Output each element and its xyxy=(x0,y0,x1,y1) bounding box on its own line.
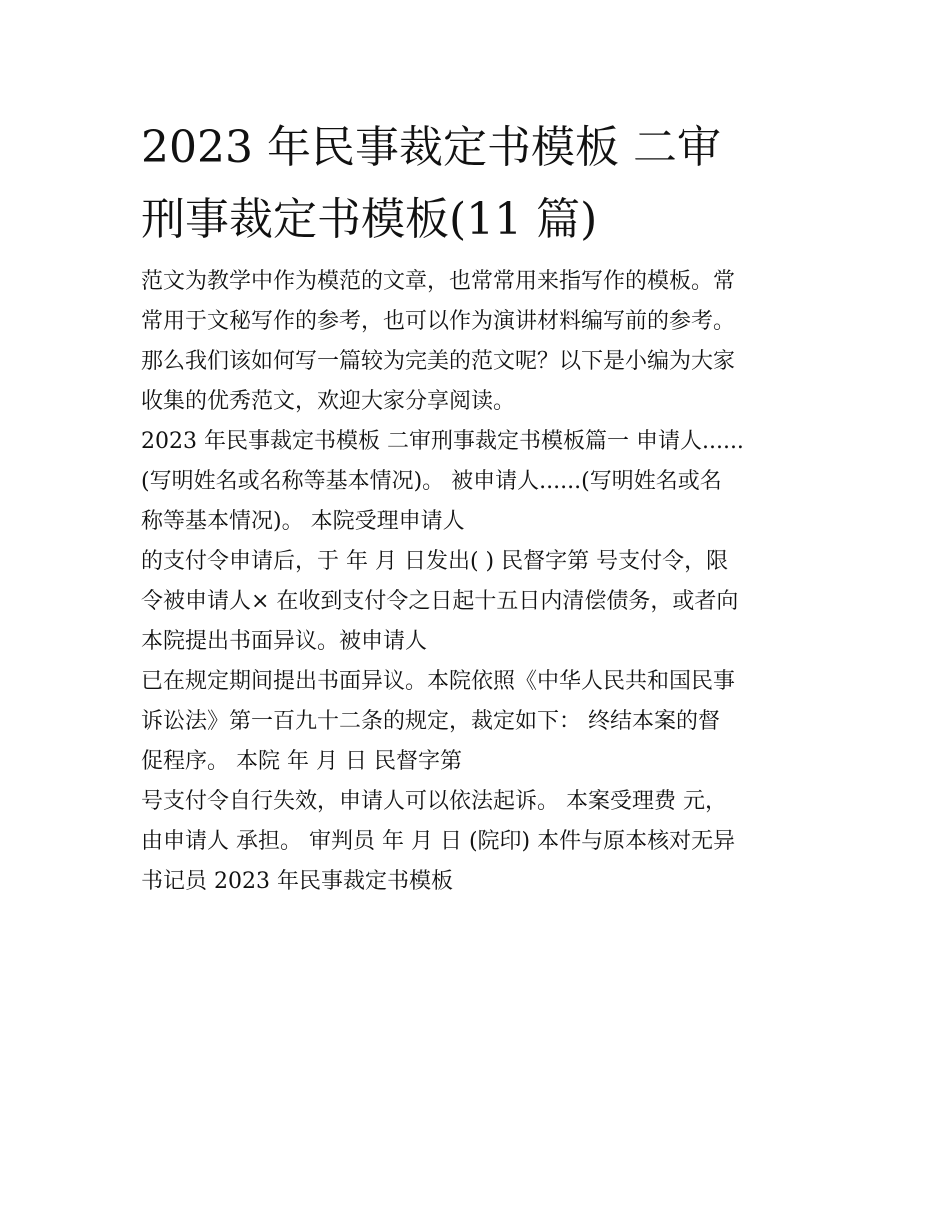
body-line: 本院提出书面异议。被申请人 xyxy=(141,629,428,654)
title-line-2: 刑事裁定书模板(11 篇) xyxy=(141,194,598,245)
body-line: 常用于文秘写作的参考，也可以作为演讲材料编写前的参考。 xyxy=(141,309,736,334)
body-line: 的支付令申请后，于 年 月 日发出( ) 民督字第 号支付令，限 xyxy=(141,549,729,574)
body-line: 2023 年民事裁定书模板 二审刑事裁定书模板篇一 申请人...... xyxy=(141,429,744,454)
body-line: 收集的优秀范文，欢迎大家分享阅读。 xyxy=(141,389,516,414)
body-line: 范文为教学中作为模范的文章，也常常用来指写作的模板。常 xyxy=(141,269,736,294)
body-line: 称等基本情况)。 本院受理申请人 xyxy=(141,509,465,534)
document-title xyxy=(141,112,821,256)
title-line-1: 2023 年民事裁定书模板 二审 xyxy=(141,122,721,173)
body-line: 书记员 2023 年民事裁定书模板 xyxy=(141,869,453,894)
body-line: (写明姓名或名称等基本情况)。 被申请人......(写明姓名或名 xyxy=(141,469,722,494)
body-line: 号支付令自行失效，申请人可以依法起诉。 本案受理费 元， xyxy=(141,789,727,814)
body-line: 令被申请人× 在收到支付令之日起十五日内清偿债务，或者向 xyxy=(141,589,739,614)
document-body xyxy=(141,262,821,902)
body-line: 促程序。 本院 年 月 日 民督字第 xyxy=(141,749,462,774)
body-line: 诉讼法》第一百九十二条的规定，裁定如下： 终结本案的督 xyxy=(141,709,720,734)
body-line: 由申请人 承担。 审判员 年 月 日 (院印) 本件与原本核对无异 xyxy=(141,829,736,854)
body-line: 已在规定期间提出书面异议。本院依照《中华人民共和国民事 xyxy=(141,669,736,694)
document-content xyxy=(141,112,821,902)
body-line: 那么我们该如何写一篇较为完美的范文呢？以下是小编为大家 xyxy=(141,349,736,374)
